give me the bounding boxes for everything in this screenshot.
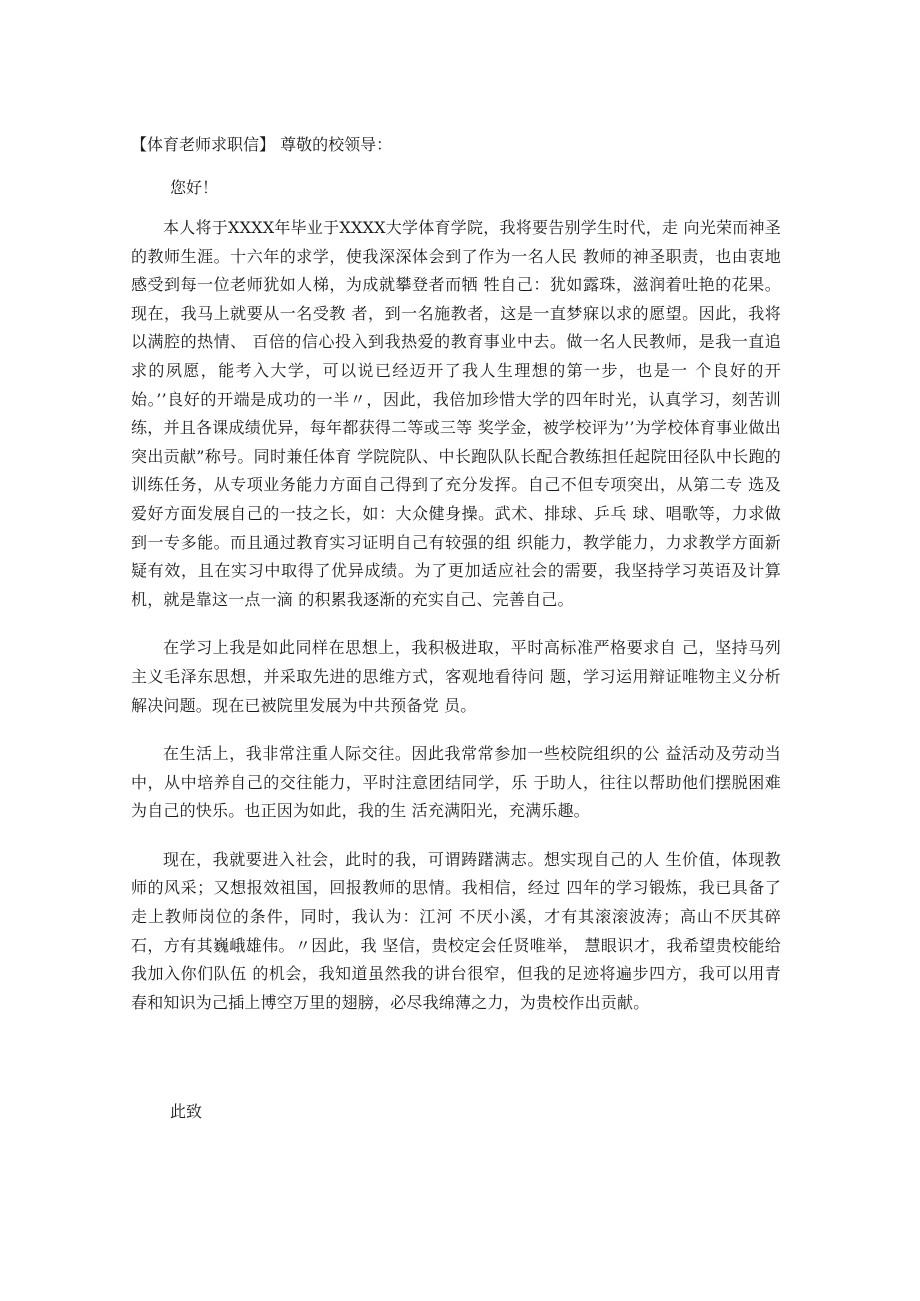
letter-closing: 此致 (170, 1102, 203, 1121)
paragraph-intro: 本人将于XXXX年毕业于XXXX大学体育学院，我将要告别学生时代，走 向光荣而神圣的教师生涯。十六年的求学，使我深深体会到了作为一名人民 教师的神圣职责，也由衷地感受到每一位老师犹如人梯，为成就攀登者而牺 牲自己：犹如露珠，滋润着吐艳的花果。现在，我马上就要从一名受教 者，到一名施教者，这是一直梦寐以求的愿望。因此，我将以满腔的热情、 百倍的信心投入到我热爱的教育事业中去。做一名人民教师，是我一直追 求的夙愿，能考入大学，可以说已经迈开了我人生理想的第一步，也是一 个良好的开始。’’良好的开端是成功的一半〃，因此，我倍加珍惜大学的四年时光，认真学习，刻苦训练，并且各课成绩优异，每年都获得二等或三等 奖学金，被学校评为’’为学校体育事业做出突出贡献”称号。同时兼任体育 学院院队、中长跑队队长配合教练担任起院田径队中长跑的训练任务，从专项业务能力方面自己得到了充分发挥。自己不但专项突出，从第二专 选及爱好方面发展自己的一技之长，如：大众健身操。武术、排球、乒乓 球、唱歌等，力求做到一专多能。而且通过教育实习证明自己有较强的组 织能力，教学能力，力求教学方面新疑有效，且在实习中取得了优异成绩。为了更加适应社会的需要，我坚持学习英语及计算机，就是靠这一点一滴 的积累我逐渐的充实自己、完善自己。 (131, 218, 781, 609)
letter-greeting: 您好！ (170, 178, 219, 197)
paragraph-future: 现在，我就要进入社会，此时的我，可谓踌躇满志。想实现自己的人 生价值，体现教师的风采；又想报效祖国，回报教师的思情。我相信，经过 四年的学习锻炼，我已具备了走上教师岗位的条件，同时，我认为：江河 不厌小溪，才有其滚滚波涛；高山不厌其碎石，方有其巍峨雄伟。〃因此，我 坚信，贵校定会任贤唯举， 慧眼识才，我希望贵校能给我加入你们队伍 的机会，我知道虽然我的讲台很窄，但我的足迹将遍步四方，我可以用青 春和知识为己插上博空万里的翅膀，必尽我绵薄之力，为贵校作出贡献。 (131, 849, 781, 1012)
paragraph-study: 在学习上我是如此同样在思想上，我积极进取，平时高标准严格要求自 己，坚持马列主义毛泽东思想，并采取先进的思维方式，客观地看待问 题，学习运用辩证唯物主义分析解决问题。现在已被院里发展为中共预备党 员。 (131, 638, 781, 715)
letter-heading: 【体育老师求职信】 尊敬的校领导： (131, 135, 393, 154)
paragraph-life: 在生活上，我非常注重人际交往。因此我常常参加一些校院组织的公 益活动及劳动当中，从中培养自己的交往能力，平时注意团结同学，乐 于助人，往往以帮助他们摆脱困难为自己的快乐。也正因为如此，我的生 活充满阳光，充满乐趣。 (131, 744, 781, 821)
letter-body (131, 214, 781, 1037)
